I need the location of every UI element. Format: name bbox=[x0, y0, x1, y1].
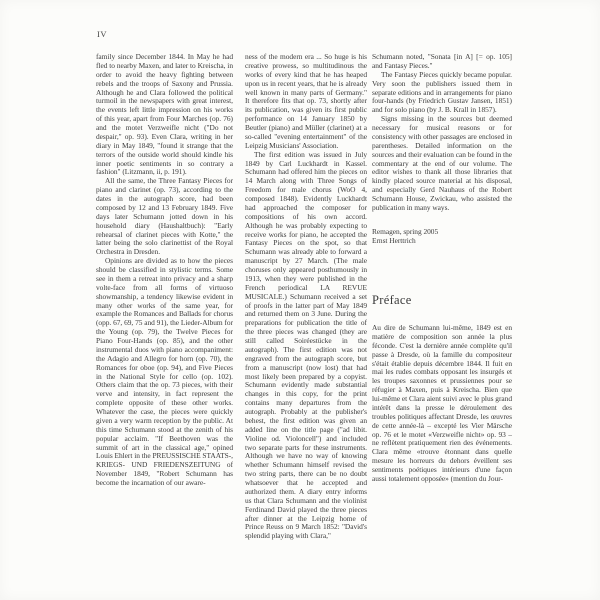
paragraph: All the same, the Three Fantasy Pieces for piano and clarinet (op. 73), according to the dates in the autograph score, had been composed by 12 and 13 February 1849. Five days later Schumann jotted down in his household diary (Haushaltbuch): "Early rehearsal of clarinet pieces with Kotte," the latter being the solo clarinettist of the Royal Orchestra in Dresden. bbox=[96, 176, 233, 257]
signoff-name: Ernst Herttrich bbox=[372, 236, 416, 246]
paragraph: Schumann noted, "Sonata [in A] [= op. 105] and Fantasy Pieces." bbox=[372, 53, 512, 70]
text-column-3 bbox=[372, 53, 512, 558]
paragraph: family since December 1844. In May he had fled to nearby Maxen, and later to Kreischa, in order to avoid the heavy fighting between rebels and the troops of Saxony and Prussia. Although he and Clara followed the political turmoil in the newspapers with great interest, the events left little impression on his works of this year, apart from Four Marches (op. 76) and the motet Verzweifle nicht ("Do not despair," op. 93). Even Clara, writing in her diary in May 1849, "found it strange that the terrors of the outside world should kindle his inner poetic sentiments in so contrary a fashion" (Litzmann, ii, p. 191). bbox=[96, 53, 233, 177]
paragraph: The Fantasy Pieces quickly became popular. Very soon the publishers issued them in separate editions and in arrangements for piano four-hands (by Friedrich Gustav Jansen, 1851) and for solo piano (by J. B. Krall in 1857). bbox=[372, 69, 512, 115]
signoff-place-date: Remagen, spring 2005 bbox=[372, 226, 439, 236]
paragraph: Signs missing in the sources but deemed necessary for musical reasons or for consistency with other passages are enclosed in parentheses. Detailed information on the sources and their evaluation can be found in the commentary at the end of our volume. The editor wishes to thank all those libraries that kindly placed source material at his disposal, and especially Gerd Nauhaus of the Robert Schumann House, Zwickau, who assisted the publication in many ways. bbox=[372, 114, 512, 212]
paragraph: Opinions are divided as to how the pieces should be classified in stylistic terms. Some see in them a retreat into privacy and a sharp volte-face from all forms of virtuoso showmanship, a tendency likewise evident in many other works of the same year, for example the Romances and Ballads for chorus (opp. 67, 69, 75 and 91), the Lieder-Album for the Young (op. 79), the Twelve Pieces for Piano Four-Hands (op. 85), and the other instrumental duos with piano accompaniment: the Adagio and Allegro for horn (op. 70), the Romances for oboe (op. 94), and Five Pieces in the National Style for cello (op. 102). Others claim that the op. 73 pieces, with their verve and intensity, in fact represent the complete opposite of these other works. Whatever the case, the pieces were quickly given a very warm reception by the public. At this time Schumann stood at the zenith of his popular acclaim. "If Beethoven was the summit of art in the classical age," opined Louis Ehlert in the PREUSSISCHE STAATS-, KRIEGS- UND FRIEDENSZEITUNG of November 1849, "Robert Schumann has become the incarnation of our aware- bbox=[96, 256, 233, 487]
editor-signoff bbox=[372, 227, 512, 246]
paragraph: The first edition was issued in July 1849 by Carl Luckhardt in Kassel. Schumann had offered him the pieces on 14 March along with Three Songs of Freedom for male chorus (WoO 4, composed 1848). Evidently Luckhardt had approached the composer for compositions of his own accord. Although he was probably expecting to receive works for piano, he accepted the Fantasy Pieces on the spot, so that Schumann was already able to forward a manuscript by 27 March. (The male choruses only appeared posthumously in 1913, when they were published in the French periodical LA REVUE MUSICALE.) Schumann received a set of proofs in the latter part of May 1849 and returned them on 3 June. During the preparations for publication the title of the three pieces was changed (they are still called Soiréestücke in the autograph). The first edition was not engraved from the autograph score, but from a manuscript (now lost) that had most likely been prepared by a copyist. Schumann evidently made substantial changes in this copy, for the print contains many departures from the autograph. Probably at the publisher's behest, the first edition was given an added line on the title page ("ad libit. Violine od. Violoncell") and included two separate parts for these instruments. Although we have no way of knowing whether Schumann himself revised the two string parts, there can be no doubt whatsoever that he accepted and authorized them. A diary entry informs us that Clara Schumann and the violinist Ferdinand David played the three pieces after dinner at the Leipzig home of Prince Reuss on 9 March 1852: "David's splendid playing with Clara," bbox=[245, 149, 367, 541]
paragraph: ness of the modern era ... So huge is his creative prowess, so multitudinous the works of every kind that he has heaped upon us in recent years, that he is already well known in many parts of Germany." It therefore fits that op. 73, shortly after its publication, was given its first public performance on 14 January 1850 by Beutler (piano) and Müller (clarinet) at a so-called "evening entertainment" of the Leipzig Musicians' Association. bbox=[245, 53, 367, 150]
text-column-1 bbox=[96, 53, 233, 558]
text-column-2 bbox=[245, 53, 367, 558]
preface-heading: Préface bbox=[372, 293, 412, 307]
paragraph-french: Au dire de Schumann lui-même, 1849 est en matière de composition son année la plus féconde. C'est la dernière année complète qu'il passe à Dresde, où la famille du compositeur s'était établie depuis décembre 1844. Il fuit en mai les rudes combats opposant les insurgés et les troupes saxonnes et prussiennes pour se réfugier à Maxen, puis à Kreischa. Bien que lui-même et Clara aient suivi avec le plus grand intérêt dans la presse le déroulement des troubles politiques affectant Dresde, les œuvres de cette année-là – excepté les Vier Märsche op. 76 et le motet «Verzweifle nicht» op. 93 – ne reflètent pratiquement rien des événements. Clara même «trouve étonnant dans quelle mesure les horreurs du dehors éveillent ses sentiments poétiques intérieurs d'une façon aussi totalement opposée» (mention du Jour- bbox=[372, 323, 512, 483]
page-number: IV bbox=[97, 29, 107, 39]
